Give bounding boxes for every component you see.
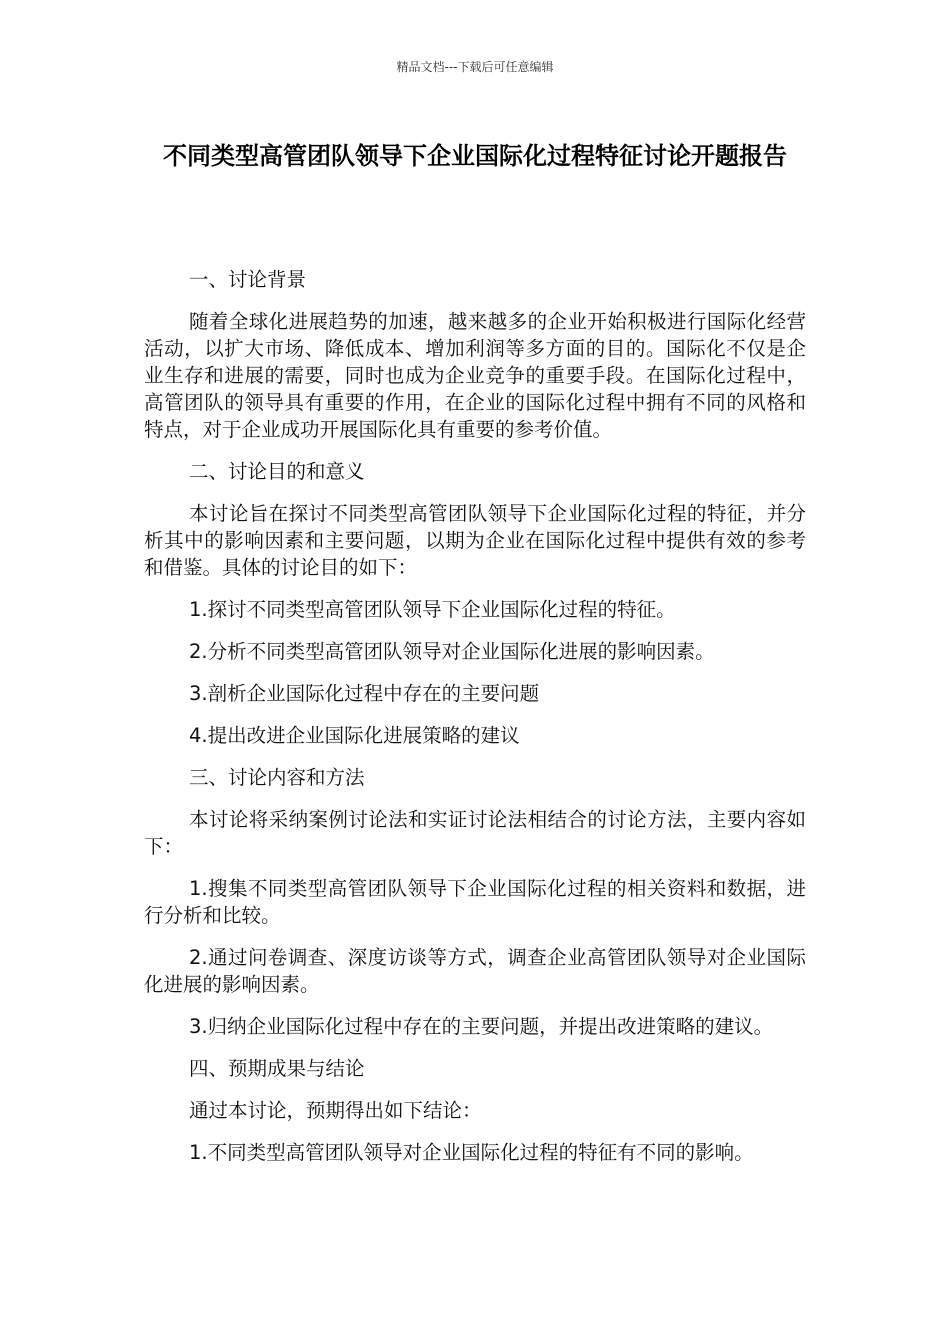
list-item: 2.通过问卷调查、深度访谈等方式，调查企业高管团队领导对企业国际化进展的影响因素。 [144,946,806,996]
list-item: 1.搜集不同类型高管团队领导下企业国际化过程的相关资料和数据，进行分析和比较。 [144,877,806,927]
paragraph-method: 本讨论将采纳案例讨论法和实证讨论法相结合的讨论方法，主要内容如下： [144,808,806,858]
list-item: 2.分析不同类型高管团队领导对企业国际化进展的影响因素。 [189,640,715,663]
list-item: 1.不同类型高管团队领导对企业国际化过程的特征有不同的影响。 [189,1141,754,1164]
paragraph-background: 随着全球化进展趋势的加速，越来越多的企业开始积极进行国际化经营活动，以扩大市场、降低成本、增加利润等多方面的目的。国际化不仅是企业生存和进展的需要，同时也成为企业竞争的重要手段。在国际化过程中，高管团队的领导具有重要的作用，在企业的国际化过程中拥有不同的风格和特点，对于企业成功开展国际化具有重要的参考价值。 [144,310,806,441]
section-heading-results: 四、预期成果与结论 [189,1057,365,1080]
list-item: 3.剖析企业国际化过程中存在的主要问题 [189,682,540,705]
paragraph-purpose: 本讨论旨在探讨不同类型高管团队领导下企业国际化过程的特征，并分析其中的影响因素和主要问题，以期为企业在国际化过程中提供有效的参考和借鉴。具体的讨论目的如下： [144,502,806,579]
paragraph-results: 通过本讨论，预期得出如下结论： [189,1099,482,1122]
list-item: 3.归纳企业国际化过程中存在的主要问题，并提出改进策略的建议。 [189,1015,774,1038]
section-heading-purpose: 二、讨论目的和意义 [189,460,365,483]
page-header: 精品文档---下载后可任意编辑 [396,60,554,74]
document-body [144,266,806,1181]
section-heading-method: 三、讨论内容和方法 [189,766,365,789]
list-item: 1.探讨不同类型高管团队领导下企业国际化过程的特征。 [189,598,676,621]
list-item: 4.提出改进企业国际化进展策略的建议 [189,724,520,747]
section-heading-background: 一、讨论背景 [189,268,307,291]
document-title: 不同类型高管团队领导下企业国际化过程特征讨论开题报告 [163,142,787,170]
